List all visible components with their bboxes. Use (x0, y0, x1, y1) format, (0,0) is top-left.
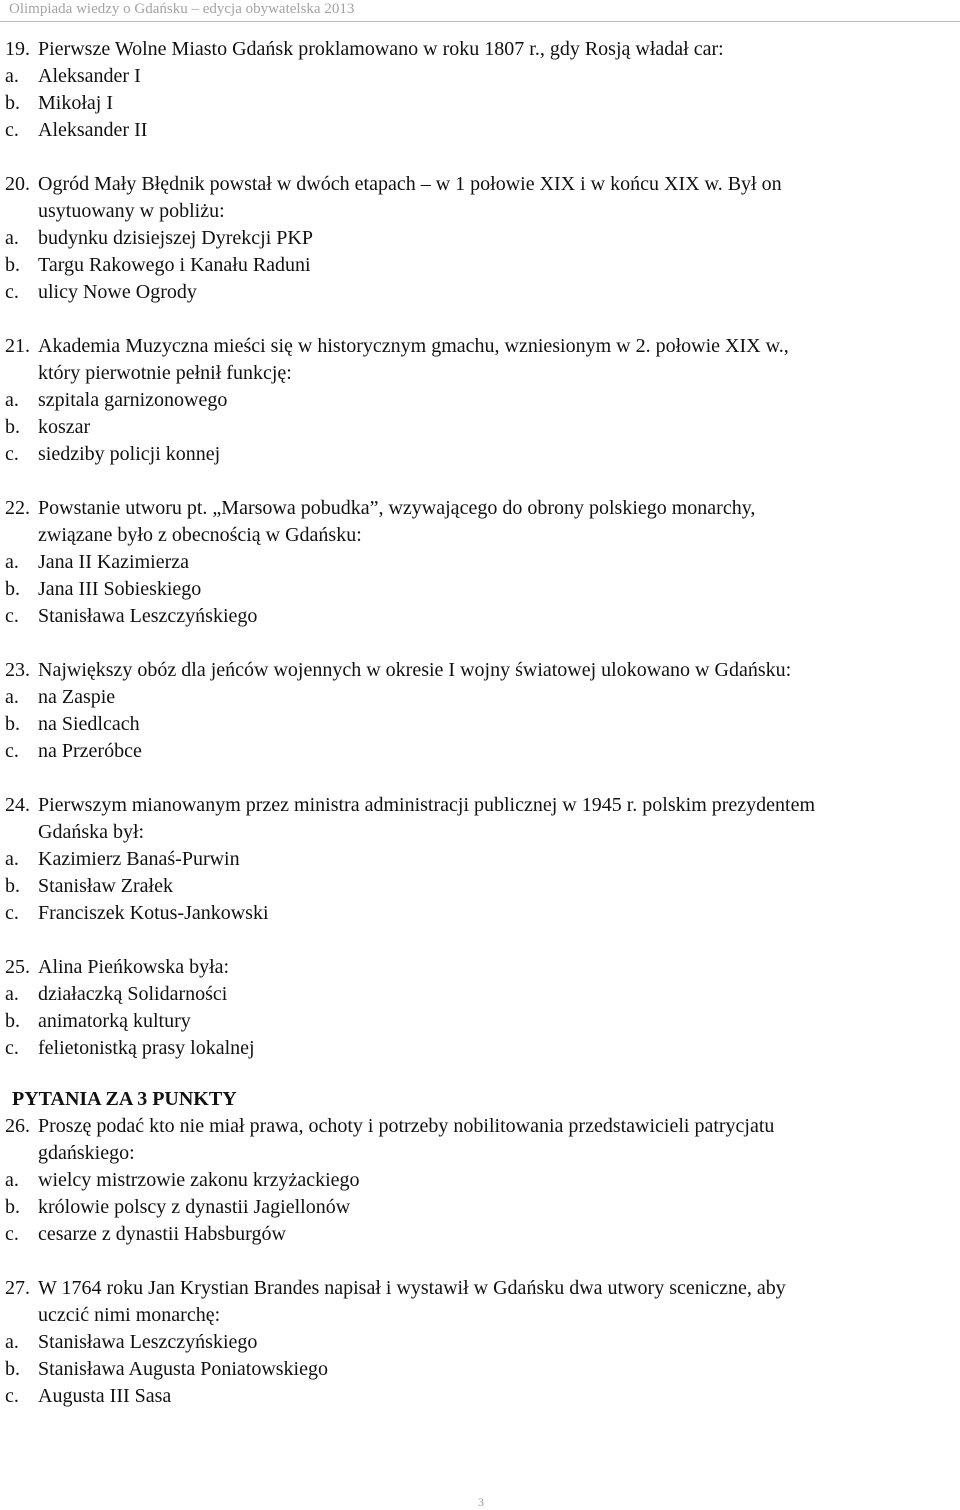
question-line (5, 333, 960, 360)
answer-option (5, 279, 960, 306)
question-number: 24. (5, 794, 30, 816)
answer-option (5, 711, 960, 738)
question-line (5, 819, 960, 846)
option-text: szpitala garnizonowego (38, 389, 228, 411)
question-indent (5, 1140, 38, 1167)
answer-option (5, 1383, 960, 1410)
question-item (5, 36, 960, 144)
option-letter: c. (5, 1385, 19, 1407)
option-text: Targu Rakowego i Kanału Raduni (38, 254, 311, 276)
option-text: działaczką Solidarności (38, 983, 228, 1005)
option-text: na Przeróbce (38, 740, 142, 762)
option-letter: a. (5, 1169, 19, 1191)
option-letter: b. (5, 92, 20, 114)
option-text: na Siedlcach (38, 713, 140, 735)
question-text: Ogród Mały Błędnik powstał w dwóch etapach – w 1 połowie XIX i w końcu XIX w. Był on (38, 173, 782, 195)
answer-option (5, 441, 960, 468)
question-item (5, 171, 960, 306)
question-indent (5, 522, 38, 549)
question-line (5, 954, 960, 981)
question-text: Alina Pieńkowska była: (38, 956, 230, 978)
answer-option (5, 252, 960, 279)
option-letter: a. (5, 551, 19, 573)
question-indent (5, 360, 38, 387)
question-text: Proszę podać kto nie miał prawa, ochoty i potrzeby nobilitowania przedstawicieli patrycjatu (38, 1115, 775, 1137)
answer-option (5, 684, 960, 711)
question-line (5, 1302, 960, 1329)
option-text: ulicy Nowe Ogrody (38, 281, 197, 303)
question-line (5, 198, 960, 225)
option-text: Aleksander II (38, 119, 148, 141)
option-letter: c. (5, 1223, 19, 1245)
question-item (5, 1113, 960, 1248)
question-text: Największy obóz dla jeńców wojennych w okresie I wojny światowej ulokowano w Gdańsku: (38, 659, 792, 681)
question-list (5, 36, 960, 1062)
option-letter: b. (5, 713, 20, 735)
question-line (5, 171, 960, 198)
option-letter: c. (5, 605, 19, 627)
option-letter: a. (5, 983, 19, 1005)
question-line (5, 792, 960, 819)
question-text: Gdańska był: (38, 821, 145, 843)
answer-option (5, 387, 960, 414)
option-letter: a. (5, 686, 19, 708)
option-text: Stanisława Augusta Poniatowskiego (38, 1358, 328, 1380)
answer-option (5, 117, 960, 144)
option-text: wielcy mistrzowie zakonu krzyżackiego (38, 1169, 360, 1191)
question-text: gdańskiego: (38, 1142, 135, 1164)
answer-option (5, 846, 960, 873)
answer-option (5, 63, 960, 90)
question-item (5, 792, 960, 927)
option-letter: b. (5, 1010, 20, 1032)
answer-option (5, 981, 960, 1008)
option-text: Kazimierz Banaś-Purwin (38, 848, 240, 870)
option-text: Jana II Kazimierza (38, 551, 190, 573)
answer-option (5, 576, 960, 603)
answer-option (5, 549, 960, 576)
question-text: który pierwotnie pełnił funkcję: (38, 362, 292, 384)
question-number: 21. (5, 335, 30, 357)
option-text: Stanisława Leszczyńskiego (38, 1331, 258, 1353)
question-line (5, 1140, 960, 1167)
option-text: felietonistką prasy lokalnej (38, 1037, 255, 1059)
question-number: 19. (5, 38, 30, 60)
option-text: cesarze z dynastii Habsburgów (38, 1223, 286, 1245)
running-header: Olimpiada wiedzy o Gdańsku – edycja obywatelska 2013 (9, 1, 355, 17)
option-letter: a. (5, 65, 19, 87)
option-letter: a. (5, 389, 19, 411)
answer-option (5, 225, 960, 252)
option-text: koszar (38, 416, 91, 438)
quiz-content (5, 36, 960, 1437)
question-line (5, 1275, 960, 1302)
question-text: Pierwsze Wolne Miasto Gdańsk proklamowano w roku 1807 r., gdy Rosją władał car: (38, 38, 724, 60)
answer-option (5, 1008, 960, 1035)
answer-option (5, 603, 960, 630)
answer-option (5, 738, 960, 765)
option-letter: b. (5, 416, 20, 438)
answer-option (5, 873, 960, 900)
option-letter: b. (5, 578, 20, 600)
answer-option (5, 1221, 960, 1248)
question-line (5, 360, 960, 387)
question-number: 20. (5, 173, 30, 195)
option-text: Stanisław Zrałek (38, 875, 173, 897)
option-text: Stanisława Leszczyńskiego (38, 605, 258, 627)
question-line (5, 657, 960, 684)
option-letter: c. (5, 281, 19, 303)
question-text: W 1764 roku Jan Krystian Brandes napisał i wystawił w Gdańsku dwa utwory sceniczne, aby (38, 1277, 786, 1299)
question-number: 25. (5, 956, 30, 978)
question-item (5, 657, 960, 765)
question-number: 26. (5, 1115, 30, 1137)
question-item (5, 954, 960, 1062)
option-text: na Zaspie (38, 686, 116, 708)
option-letter: a. (5, 1331, 19, 1353)
question-text: usytuowany w pobliżu: (38, 200, 225, 222)
option-letter: c. (5, 740, 19, 762)
question-line (5, 36, 960, 63)
answer-option (5, 1356, 960, 1383)
header-divider (0, 21, 960, 22)
question-line (5, 522, 960, 549)
question-indent (5, 819, 38, 846)
option-letter: c. (5, 119, 19, 141)
answer-option (5, 1194, 960, 1221)
question-text: związane było z obecnością w Gdańsku: (38, 524, 362, 546)
question-number: 27. (5, 1277, 30, 1299)
option-text: Franciszek Kotus-Jankowski (38, 902, 269, 924)
page-number: 3 (478, 1495, 484, 1509)
option-text: budynku dzisiejszej Dyrekcji PKP (38, 227, 313, 249)
question-list-3-points (5, 1113, 960, 1410)
question-text: uczcić nimi monarchę: (38, 1304, 221, 1326)
answer-option (5, 1329, 960, 1356)
question-line (5, 1113, 960, 1140)
option-letter: b. (5, 875, 20, 897)
answer-option (5, 900, 960, 927)
question-line (5, 495, 960, 522)
question-number: 23. (5, 659, 30, 681)
option-letter: b. (5, 1196, 20, 1218)
answer-option (5, 1167, 960, 1194)
question-number: 22. (5, 497, 30, 519)
option-text: Mikołaj I (38, 92, 113, 114)
answer-option (5, 1035, 960, 1062)
question-item (5, 1275, 960, 1410)
question-indent (5, 198, 38, 225)
option-text: Jana III Sobieskiego (38, 578, 202, 600)
option-letter: b. (5, 254, 20, 276)
option-letter: a. (5, 227, 19, 249)
option-text: Augusta III Sasa (38, 1385, 172, 1407)
question-indent (5, 1302, 38, 1329)
question-item (5, 333, 960, 468)
option-text: Aleksander I (38, 65, 141, 87)
option-text: siedziby policji konnej (38, 443, 221, 465)
option-text: animatorką kultury (38, 1010, 191, 1032)
answer-option (5, 414, 960, 441)
section-title: PYTANIA ZA 3 PUNKTY (12, 1088, 237, 1110)
question-item (5, 495, 960, 630)
option-letter: c. (5, 1037, 19, 1059)
option-letter: b. (5, 1358, 20, 1380)
question-text: Pierwszym mianowanym przez ministra administracji publicznej w 1945 r. polskim prezydentem (38, 794, 816, 816)
question-text: Akademia Muzyczna mieści się w historycznym gmachu, wzniesionym w 2. połowie XIX w., (38, 335, 789, 357)
option-text: królowie polscy z dynastii Jagiellonów (38, 1196, 351, 1218)
option-letter: a. (5, 848, 19, 870)
option-letter: c. (5, 902, 19, 924)
option-letter: c. (5, 443, 19, 465)
question-text: Powstanie utworu pt. „Marsowa pobudka”, wzywającego do obrony polskiego monarchy, (38, 497, 756, 519)
answer-option (5, 90, 960, 117)
